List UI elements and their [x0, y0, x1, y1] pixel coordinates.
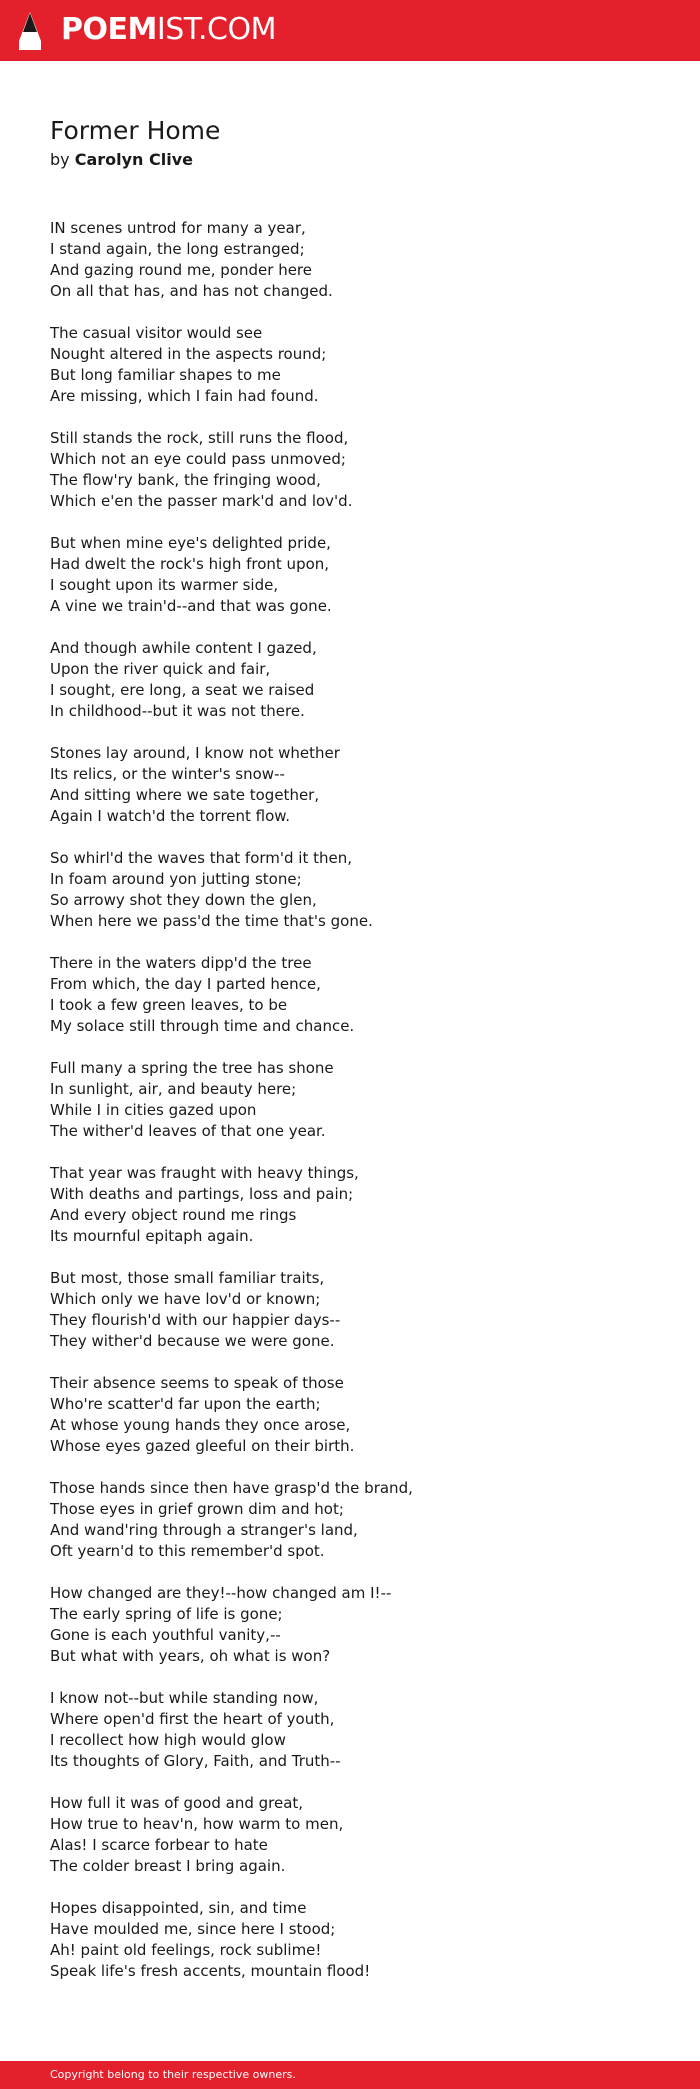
poem-line: Those eyes in grief grown dim and hot;	[50, 1500, 344, 1518]
poem-line: While I in cities gazed upon	[50, 1101, 257, 1119]
stanza	[50, 1793, 650, 1877]
poem-line: But when mine eye's delighted pride,	[50, 534, 331, 552]
poem-line: Are missing, which I fain had found.	[50, 387, 319, 405]
author-name: Carolyn Clive	[74, 150, 194, 169]
poem-line: In sunlight, air, and beauty here;	[50, 1080, 297, 1098]
byline	[50, 148, 650, 172]
stanza	[50, 1478, 650, 1562]
stanza	[50, 1373, 650, 1457]
poem-line: Those hands since then have grasp'd the brand,	[50, 1479, 413, 1497]
poem-line: Have moulded me, since here I stood;	[50, 1920, 336, 1938]
poem-line: So whirl'd the waves that form'd it then,	[50, 849, 353, 867]
stanza	[50, 1583, 650, 1667]
poem-line: They flourish'd with our happier days--	[50, 1311, 341, 1329]
poem-line: There in the waters dipp'd the tree	[50, 954, 312, 972]
poem-line: Full many a spring the tree has shone	[50, 1059, 334, 1077]
site-header	[0, 0, 700, 61]
stanza	[50, 638, 650, 722]
poem-line: Nought altered in the aspects round;	[50, 345, 327, 363]
poem-line: They wither'd because we were gone.	[50, 1332, 335, 1350]
poem-line: I took a few green leaves, to be	[50, 996, 288, 1014]
poem-line: And gazing round me, ponder here	[50, 261, 312, 279]
poem-line: Its relics, or the winter's snow--	[50, 765, 285, 783]
poem-line: I sought, ere long, a seat we raised	[50, 681, 315, 699]
poem-line: The wither'd leaves of that one year.	[50, 1122, 326, 1140]
poem-line: How full it was of good and great,	[50, 1794, 304, 1812]
poem-line: In childhood--but it was not there.	[50, 702, 305, 720]
poem-line: But what with years, oh what is won?	[50, 1647, 331, 1665]
poem-line: Had dwelt the rock's high front upon,	[50, 555, 330, 573]
poem-line: A vine we train'd--and that was gone.	[50, 597, 332, 615]
poem-heading	[50, 114, 650, 172]
poem-line: When here we pass'd the time that's gone.	[50, 912, 373, 930]
poem-line: Its thoughts of Glory, Faith, and Truth--	[50, 1752, 341, 1770]
poem-line: The casual visitor would see	[50, 324, 263, 342]
poem-line: Who're scatter'd far upon the earth;	[50, 1395, 321, 1413]
poem-line: I stand again, the long estranged;	[50, 240, 305, 258]
poem-line: Still stands the rock, still runs the flood,	[50, 429, 349, 447]
poem-line: So arrowy shot they down the glen,	[50, 891, 317, 909]
poem-line: But most, those small familiar traits,	[50, 1269, 325, 1287]
poem-line: Ah! paint old feelings, rock sublime!	[50, 1941, 322, 1959]
poem-line: Alas! I scarce forbear to hate	[50, 1836, 268, 1854]
poem-line: From which, the day I parted hence,	[50, 975, 321, 993]
poem-line: How true to heav'n, how warm to men,	[50, 1815, 344, 1833]
stanza	[50, 533, 650, 617]
pen-nib-icon	[17, 11, 43, 51]
poem-body	[50, 218, 650, 2003]
stanza	[50, 1058, 650, 1142]
stanza	[50, 1688, 650, 1772]
poem-line: Oft yearn'd to this remember'd spot.	[50, 1542, 325, 1560]
logo-bold-text: POEM	[61, 12, 157, 47]
poem-line: Again I watch'd the torrent flow.	[50, 807, 290, 825]
poem-line: And though awhile content I gazed,	[50, 639, 317, 657]
poem-line: And every object round me rings	[50, 1206, 297, 1224]
poem-line: But long familiar shapes to me	[50, 366, 281, 384]
site-logo[interactable]	[61, 10, 276, 50]
poem-line: I recollect how high would glow	[50, 1731, 286, 1749]
stanza	[50, 953, 650, 1037]
stanza	[50, 848, 650, 932]
poem-line: Which not an eye could pass unmoved;	[50, 450, 346, 468]
poem-line: On all that has, and has not changed.	[50, 282, 333, 300]
stanza	[50, 428, 650, 512]
poem-line: Hopes disappointed, sin, and time	[50, 1899, 307, 1917]
stanza	[50, 323, 650, 407]
poem-line: Gone is each youthful vanity,--	[50, 1626, 281, 1644]
stanza	[50, 1898, 650, 1982]
stanza	[50, 743, 650, 827]
poem-line: And wand'ring through a stranger's land,	[50, 1521, 358, 1539]
poem-line: I know not--but while standing now,	[50, 1689, 319, 1707]
poem-line: That year was fraught with heavy things,	[50, 1164, 359, 1182]
poem-line: My solace still through time and chance.	[50, 1017, 355, 1035]
poem-line: Upon the river quick and fair,	[50, 660, 271, 678]
poem-line: In foam around yon jutting stone;	[50, 870, 302, 888]
poem-line: With deaths and partings, loss and pain;	[50, 1185, 354, 1203]
logo-light-text: IST.COM	[156, 12, 276, 47]
poem-line: Which e'en the passer mark'd and lov'd.	[50, 492, 353, 510]
copyright-text: Copyright belong to their respective owners.	[50, 2068, 296, 2081]
poem-line: Their absence seems to speak of those	[50, 1374, 344, 1392]
poem-line: I sought upon its warmer side,	[50, 576, 279, 594]
poem-line: At whose young hands they once arose,	[50, 1416, 351, 1434]
poem-line: And sitting where we sate together,	[50, 786, 320, 804]
poem-title: Former Home	[50, 116, 221, 145]
poem-line: Where open'd first the heart of youth,	[50, 1710, 335, 1728]
stanza	[50, 1268, 650, 1352]
site-footer	[0, 2061, 700, 2089]
poem-line: Stones lay around, I know not whether	[50, 744, 340, 762]
stanza	[50, 1163, 650, 1247]
poem-line: The flow'ry bank, the fringing wood,	[50, 471, 321, 489]
by-label: by	[50, 150, 70, 169]
poem-line: Whose eyes gazed gleeful on their birth.	[50, 1437, 355, 1455]
poem-line: Its mournful epitaph again.	[50, 1227, 254, 1245]
poem-line: The colder breast I bring again.	[50, 1857, 286, 1875]
poem-line: IN scenes untrod for many a year,	[50, 219, 306, 237]
poem-line: How changed are they!--how changed am I!--	[50, 1584, 392, 1602]
poem-line: Speak life's fresh accents, mountain flood!	[50, 1962, 371, 1980]
poem-line: Which only we have lov'd or known;	[50, 1290, 321, 1308]
stanza	[50, 218, 650, 302]
poem-line: The early spring of life is gone;	[50, 1605, 283, 1623]
